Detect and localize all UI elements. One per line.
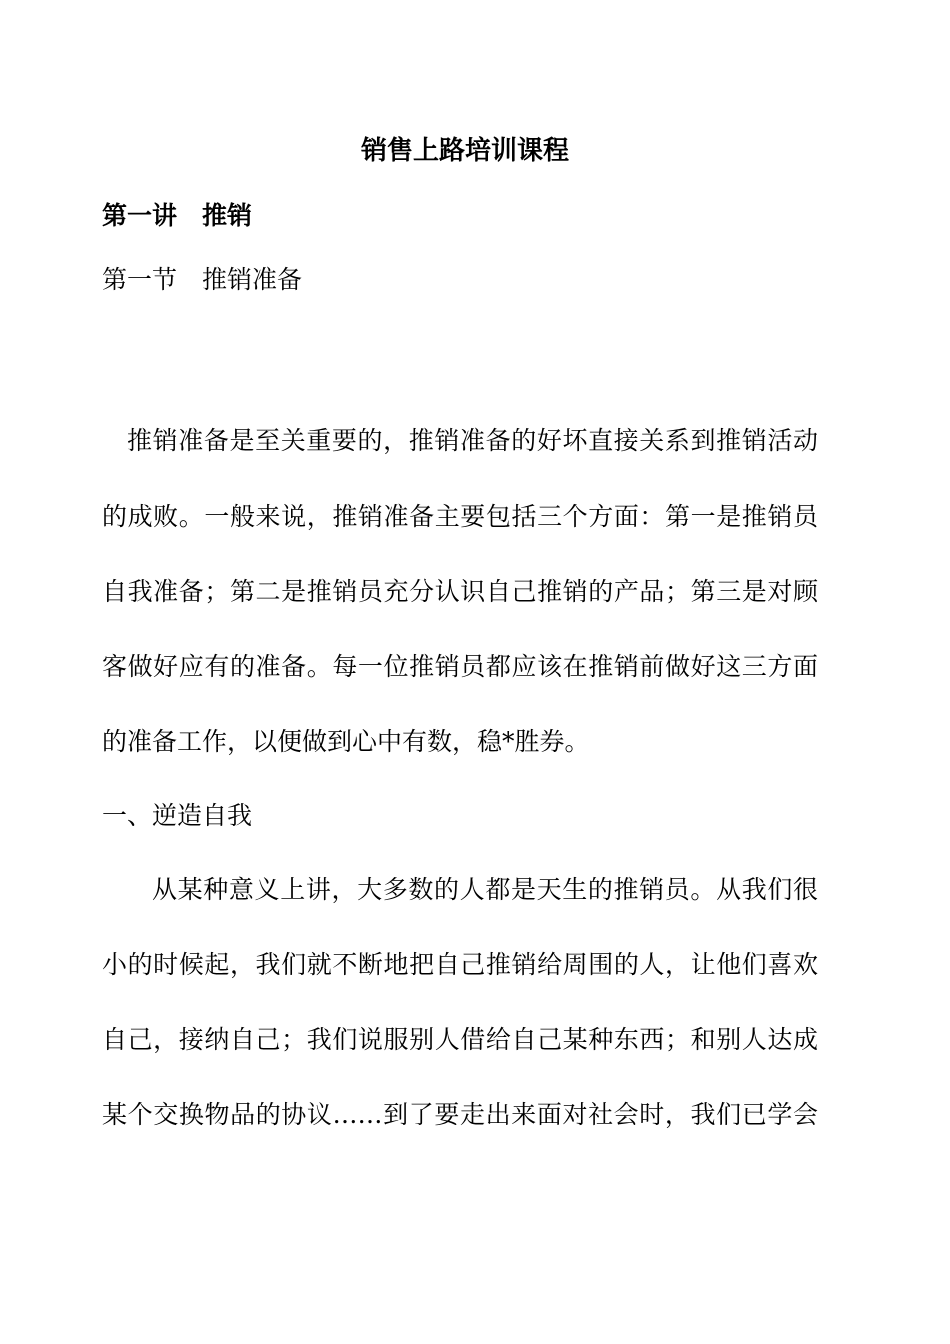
paragraph-line: 的准备工作，以便做到心中有数，稳*胜券。 <box>102 727 590 756</box>
paragraph-line: 小的时候起，我们就不断地把自己推销给周围的人，让他们喜欢 <box>102 950 818 979</box>
paragraph-line: 自我准备；第二是推销员充分认识自己推销的产品；第三是对顾 <box>102 577 818 606</box>
section-heading: 第一节 推销准备 <box>102 265 303 294</box>
paragraph-line: 某个交换物品的协议……到了要走出来面对社会时，我们已学会 <box>102 1100 818 1129</box>
paragraph-line: 推销准备是至关重要的，推销准备的好坏直接关系到推销活动 <box>127 426 818 455</box>
paragraph-line: 的成败。一般来说，推销准备主要包括三个方面：第一是推销员 <box>102 502 818 531</box>
paragraph-line: 客做好应有的准备。每一位推销员都应该在推销前做好这三方面 <box>102 652 818 681</box>
paragraph-line: 从某种意义上讲，大多数的人都是天生的推销员。从我们很 <box>152 875 818 904</box>
subsection-heading: 一、逆造自我 <box>102 801 253 830</box>
lecture-heading: 第一讲 推销 <box>102 201 253 230</box>
document-title: 销售上路培训课程 <box>360 136 569 166</box>
paragraph-line: 自己，接纳自己；我们说服别人借给自己某种东西；和别人达成 <box>102 1025 818 1054</box>
